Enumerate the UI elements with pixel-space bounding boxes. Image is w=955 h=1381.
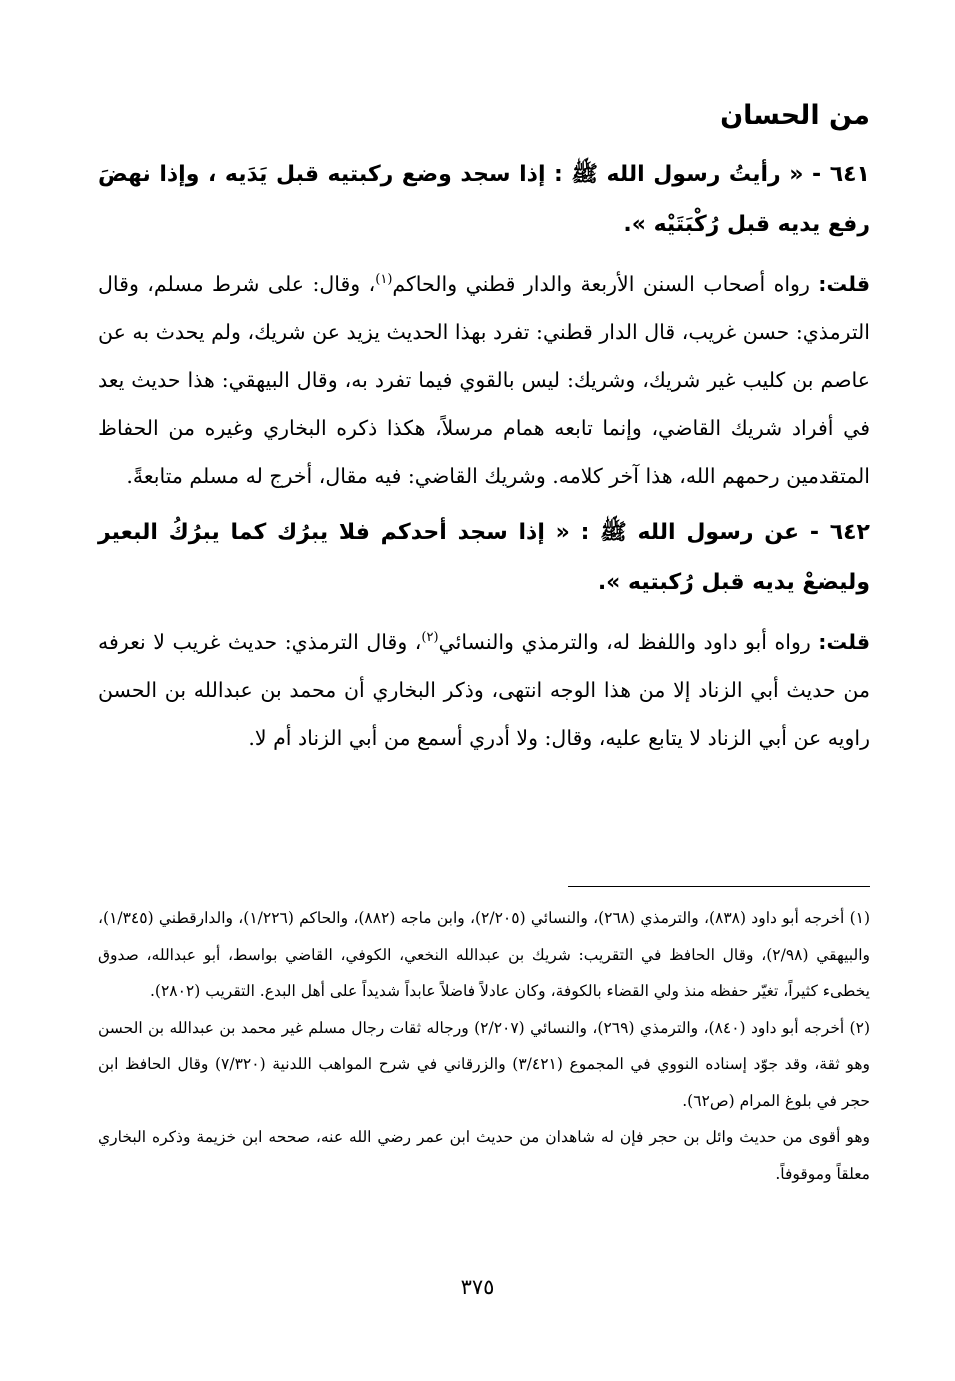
- main-text-block: [98, 96, 870, 770]
- page-number: ٣٧٥: [460, 1275, 495, 1299]
- footnotes-block: [98, 900, 870, 1192]
- footnote-2: (٢) أخرجه أبو داود (٨٤٠)، والترمذي (٢٦٩)، والنسائي (٢/٢٠٧) ورجاله ثقات رجال مسلم غير محمد بن عبدالله بن الحسن وهو ثقة، وقد جوّد إسناده النووي في المجموع (٣/٤٢١) والزرقاني في شرح المواهب اللدنية (٧/٣٢٠) وقال الحافظ ابن حجر في بلوغ المرام (ص٦٢).: [98, 1018, 870, 1110]
- commentary-text-start: رواه أصحاب السنن الأربعة والدار قطني والحاكم: [392, 272, 819, 296]
- commentary-642: [98, 618, 870, 762]
- section-heading: من الحسان: [720, 100, 870, 131]
- footnote-1: (١) أخرجه أبو داود (٨٣٨)، والترمذي (٢٦٨)، والنسائي (٢/٢٠٥)، وابن ماجه (٨٨٢)، والحاكم (١/٢٢٦)، والدارقطني (١/٣٤٥)، والبيهقي (٢/٩٨)، وقال الحافظ في التقريب: شريك بن عبدالله النخعي، الكوفي، القاضي بواسط، أبو عبدالله، صدوق يخطىء كثيراً، تغيّر حفظه منذ ولي القضاء بالكوفة، وكان عادلاً فاضلاً عابداً شديداً على أهل البدع. التقريب (٢٨٠٢).: [98, 909, 871, 1000]
- hadith-642: ٦٤٢ - عن رسول الله ﷺ : « إذا سجد أحدكم فلا يبرُك كما يبرُكُ البعير وليضعْ يديه قبل رُكبتيه ».: [98, 520, 870, 595]
- footnote-separator: [568, 886, 870, 887]
- hadith-641: ٦٤١ - « رأيتُ رسول الله ﷺ : إذا سجد وضع ركبتيه قبل يَدَيه ، وإذا نهضَ رفع يديه قبل رُكْبَتَيْه ».: [98, 162, 870, 237]
- commentary-text-rest: ، وقال: على شرط مسلم، وقال الترمذي: حسن غريب، قال الدار قطني: تفرد بهذا الحديث يزيد عن شريك، ولم يحدث به عن عاصم بن كليب غير شريك، وشريك: ليس بالقوي فيما تفرد به، وقال البيهقي: هذا حديث يعد في أفراد شريك القاضي، وإنما تابعه همام مرسلاً، هكذا ذكره البخاري وغيره من الحفاظ المتقدمين رحمهم الله، هذا آخر كلامه. وشريك القاضي: فيه مقال، أخرج له مسلم متابعةً.: [98, 272, 870, 488]
- commentary-text-start: رواه أبو داود واللفظ له، والترمذي والنسائي: [438, 630, 819, 654]
- commentary-label: قلت:: [818, 272, 870, 296]
- footnote-marker-2[interactable]: (٢): [421, 630, 439, 646]
- commentary-text-rest: ، وقال الترمذي: حديث غريب لا نعرفه من حديث أبي الزناد إلا من هذا الوجه انتهى، وذكر البخاري أن محمد بن عبدالله بن الحسن راويه عن أبي الزناد لا يتابع عليه، وقال: ولا أدري أسمع من أبي الزناد أم لا.: [98, 630, 870, 750]
- footnote-2-continuation: وهو أقوى من حديث وائل بن حجر فإن له شاهدان من حديث ابن عمر رضي الله عنه، صححه ابن خزيمة وذكره البخاري معلقاً وموقوفاً.: [98, 1128, 870, 1183]
- commentary-641: [98, 260, 870, 500]
- commentary-label: قلت:: [818, 630, 870, 654]
- footnote-marker-1[interactable]: (١): [375, 272, 393, 288]
